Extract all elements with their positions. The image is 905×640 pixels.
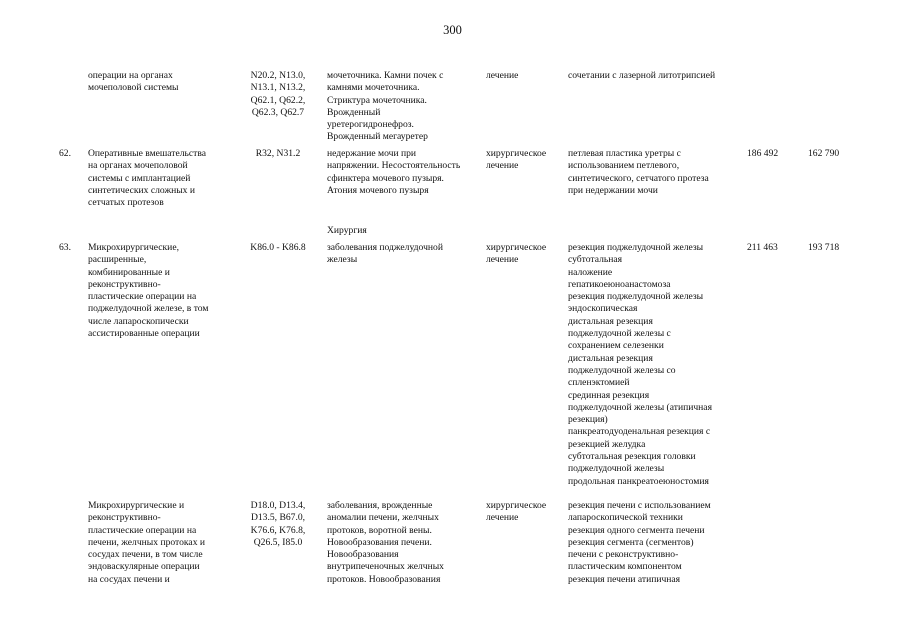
row-number: 63.	[59, 242, 71, 253]
row-model: мочеточника. Камни почек с камнями мочеточника. Стриктура мочеточника. Врожденный уретерогидронефроз. Врожденный мегауретер	[327, 70, 444, 143]
row-type: хирургическое лечение	[486, 148, 547, 172]
row-name: Микрохирургические, расширенные, комбинированные и реконструктивно- пластические операции на поджелудочной железе, в том числе лапароскопически ассистированные операции	[88, 242, 209, 340]
row-codes: N20.2, N13.0, N13.1, N13.2, Q62.1, Q62.2, Q62.3, Q62.7	[250, 70, 306, 118]
row-model: заболевания поджелудочной железы	[327, 242, 443, 266]
row-model: недержание мочи при напряжении. Несостоятельность сфинктера мочевого пузыря. Атония мочевого пузыря	[327, 148, 461, 196]
row-method: сочетании с лазерной литотрипсией	[568, 70, 716, 81]
row-codes: K86.0 - K86.8	[250, 242, 306, 253]
row-name: Микрохирургические и реконструктивно- пластические операции на печени, желчных протоках и сосудах печени, в том числе эндоваскулярные операции на сосудах печени и	[88, 500, 206, 585]
row-cost-1: 211 463	[747, 242, 778, 253]
row-method: резекция поджелудочной железы субтотальная наложение гепатикоеюноанастомоза резекция поджелудочной железы эндоскопическая дистальная резекция поджелудочной железы с сохранением селезенки дистальная резекция поджелудочной железы со спленэктомией срединная резекция поджелудочной железы (атипичная резекция) панкреатодуоденальная резекция с резекцией желудка субтотальная резекция головки поджелудочной железы продольная панкреатоеюностомия	[568, 242, 712, 487]
row-name: Оперативные вмешательства на органах мочеполовой системы с имплантацией синтетических сложных и сетчатых протезов	[88, 148, 207, 209]
row-codes: D18.0, D13.4, D13.5, B67.0, K76.6, K76.8, Q26.5, I85.0	[250, 500, 306, 548]
row-type: лечение	[486, 70, 519, 81]
row-method: резекция печени с использованием лапароскопической техники резекция одного сегмента печени резекция сегмента (сегментов) печени с реконструктивно- пластическим компонентом резекция печени атипичная	[568, 500, 711, 585]
section-title: Хирургия	[327, 225, 367, 236]
row-cost-2: 162 790	[808, 148, 840, 159]
row-method: петлевая пластика уретры с использованием петлевого, синтетического, сетчатого протеза при недержании мочи	[568, 148, 709, 196]
row-type: хирургическое лечение	[486, 500, 547, 524]
row-cost-1: 186 492	[747, 148, 779, 159]
row-codes: R32, N31.2	[255, 148, 301, 159]
row-type: хирургическое лечение	[486, 242, 547, 266]
row-model: заболевания, врожденные аномалии печени, желчных протоков, воротной вены. Новообразования печени. Новообразования внутрипеченочных желчных протоков. Новообразования	[327, 500, 444, 585]
row-name: операции на органах мочеполовой системы	[88, 70, 179, 94]
row-number: 62.	[59, 148, 71, 159]
row-cost-2: 193 718	[808, 242, 840, 253]
page-number: 300	[443, 23, 462, 37]
